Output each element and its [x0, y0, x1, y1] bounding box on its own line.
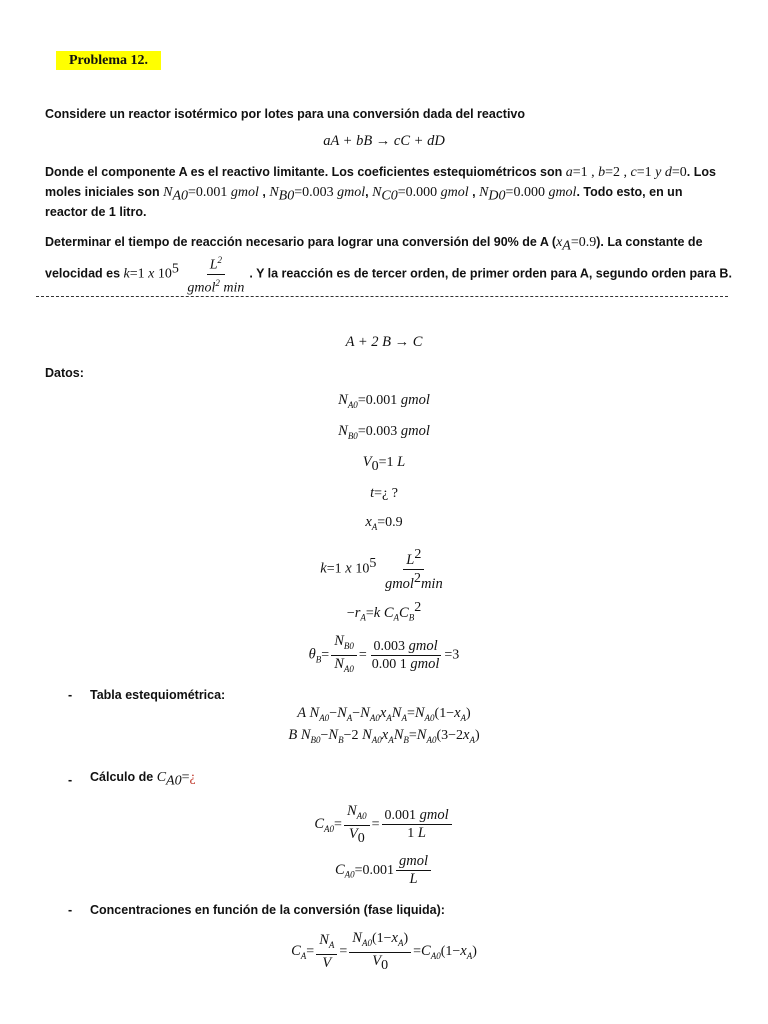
table-row-a: A $N_{A0}-N_A-N_{A0}x_AN_A=N_{A0}(1-x_A)$: [297, 705, 471, 723]
table-row-b: B $N_{B0}-N_B-2$ $N_{A0}x_AN_B=N_{A0}(3-2x_A)$: [288, 727, 480, 745]
problem-line-3: reactor de 1 litro.: [45, 205, 147, 219]
eq-ca: $C_A=$ $\frac{N_A}{V}$ = $\frac{N_{A0}(1-x_A)}{V_0}$ $=C_{A0}(1-x_A)$: [291, 930, 477, 973]
dashed-divider: [36, 296, 728, 297]
bullet-dash-3: -: [68, 903, 73, 917]
problem-line-1: Donde el componente A es el reactivo limitante. Los coeficientes estequiométricos son a=1 , b=2 , c=1 y d=0. Los: [45, 165, 716, 180]
problem-line-5: velocidad es k=1 x $10^5$ $\frac{L^2}{gmol^2 \min}$ . Y la reacción es de tercer orden, de primer orden para A, segundo orden para B.: [45, 252, 732, 296]
ca0-calc-label: Cálculo de $C_{A0}=¿$: [90, 770, 196, 789]
eq-ca0-frac: $C_{A0}=$ $\frac{N_{A0}}{V_0}$ = $\frac{\text{0.001 gmol}}{1 L}$: [0, 803, 768, 847]
eq-t: t=¿ ?: [370, 485, 398, 501]
stoich-table-label: Tabla estequiométrica:: [90, 688, 226, 702]
eq-xa: $x_A=0.9$: [365, 514, 403, 532]
eq-rate: $-r_A=k$ $C_AC_B^2$: [346, 600, 422, 623]
eq-theta: $\theta_B=$ $\frac{N_{B0}}{N_{A0}}$ = $\frac{\text{0.003 gmol}}{\text{0.00 1 gmol}}$ =3: [308, 633, 460, 674]
concentrations-label: Concentraciones en función de la conversión (fase liquida):: [90, 903, 445, 917]
bullet-dash-1: -: [68, 688, 73, 702]
general-reaction: aA + bB → cC + dD: [323, 133, 445, 149]
eq-ca0-value: $C_{A0}=0.001$ $\frac{\text{gmol}}{L}$: [0, 853, 768, 888]
intro-text: Considere un reactor isotérmico por lotes para una conversión dada del reactivo: [45, 107, 525, 121]
eq-na0: $N_{A0}=0.001$ gmol: [338, 392, 430, 410]
eq-nb0: $N_{B0}=0.003$ gmol: [338, 423, 430, 441]
bullet-dash-2: -: [68, 773, 73, 787]
reaction-equation: A + 2 B → C: [345, 334, 423, 350]
problem-line-2: moles iniciales son $N_{A0}=0.001$ gmol , $N_{B0}=0.003$ gmol, $N_{C0}=0.000$ gmol , $N_{D0}=0.000$ gmol. Todo esto, en un: [45, 185, 683, 204]
problem-title: Problema 12.: [56, 51, 161, 70]
problem-line-4: Determinar el tiempo de reacción necesario para lograr una conversión del 90% de A $(x_A=0.9)$. La constante de: [45, 235, 703, 254]
eq-k: k=1 x $10^5$ $\frac{L^2}{gmol^2\min}$: [320, 547, 443, 592]
datos-label: Datos:: [45, 366, 84, 380]
eq-v0: $V_0=1$ L: [362, 454, 406, 474]
